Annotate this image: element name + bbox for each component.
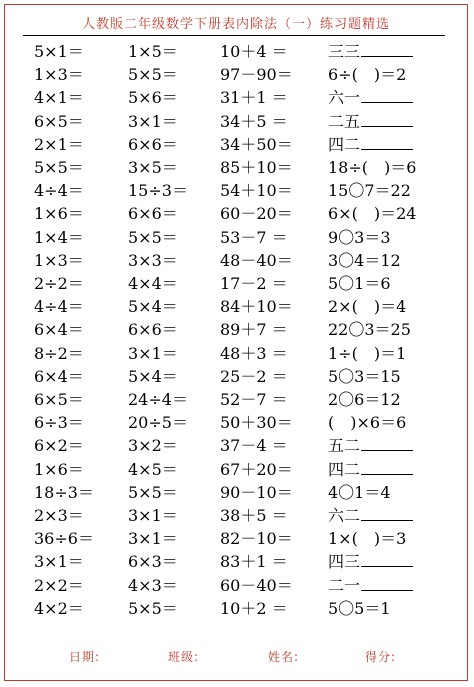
exercise-item: [34, 388, 84, 411]
exercise-text: 18÷3＝: [34, 482, 94, 502]
exercise-text: 5〇5＝1: [328, 598, 391, 618]
exercise-item: [34, 597, 84, 620]
exercise-item: [34, 156, 84, 179]
exercise-item: [34, 179, 84, 202]
exercise-text: 34＋50＝: [220, 134, 293, 154]
exercise-text: 15÷3＝: [128, 181, 188, 201]
exercise-item: [220, 226, 288, 249]
exercise-item: [220, 342, 288, 365]
exercise-text: ( )×6＝6: [328, 413, 407, 433]
answer-blank[interactable]: [361, 460, 413, 475]
exercise-text: 3×1＝: [128, 111, 178, 131]
exercise-item: [128, 504, 178, 527]
exercise-item: [128, 365, 178, 388]
exercise-text: 3×3＝: [128, 250, 178, 270]
exercise-item: [34, 226, 84, 249]
exercise-text: 54＋10＝: [220, 181, 293, 201]
exercise-item: [128, 156, 178, 179]
exercise-text: 3×2＝: [128, 436, 178, 456]
exercise-item: [128, 179, 188, 202]
exercise-item: [328, 597, 391, 620]
exercise-item: [128, 40, 178, 63]
exercise-item: [34, 110, 84, 133]
exercise-text: 四三: [328, 552, 361, 572]
class-label: 班级:: [168, 650, 200, 664]
exercise-item: [328, 249, 401, 272]
exercise-item: [34, 40, 84, 63]
exercise-text: 9〇3＝3: [328, 227, 391, 247]
exercise-text: 6×6＝: [128, 320, 178, 340]
worksheet-title: 人教版二年级数学下册表内除法（一）练习题精选: [81, 17, 390, 32]
exercise-item: [220, 527, 293, 550]
exercise-text: 4×4＝: [128, 274, 178, 293]
exercise-item: [328, 295, 406, 318]
exercise-item: [328, 179, 411, 202]
exercise-item: [128, 272, 178, 295]
exercise-text: 15〇7＝22: [328, 181, 411, 201]
exercise-item: [220, 179, 293, 202]
exercise-text: 5×5＝: [128, 598, 178, 618]
exercise-text: 4×1＝: [34, 88, 84, 108]
exercise-text: 48－40＝: [220, 250, 293, 270]
exercise-item: [220, 40, 288, 63]
exercise-text: 五二: [328, 436, 361, 456]
exercise-item: [128, 574, 178, 597]
exercise-item: [328, 202, 416, 225]
exercise-text: 8÷2＝: [34, 343, 84, 363]
exercise-item: [34, 86, 84, 109]
exercise-text: 1÷( )＝1: [328, 343, 407, 363]
exercise-item: [128, 202, 178, 225]
exercise-item: [128, 342, 178, 365]
exercise-text: 六一: [328, 88, 361, 108]
exercise-text: 6×4＝: [34, 320, 84, 340]
exercise-item: [220, 318, 288, 341]
exercise-item: [128, 458, 178, 481]
exercise-text: 5×5＝: [34, 158, 84, 177]
exercise-item: [128, 86, 178, 109]
exercise-item: [34, 434, 84, 457]
exercise-item: [220, 295, 293, 318]
exercise-item: [220, 481, 293, 504]
exercise-item: [34, 458, 84, 481]
exercise-item: [34, 318, 84, 341]
exercise-text: 5×5＝: [128, 65, 178, 85]
exercise-text: 67＋20＝: [220, 459, 293, 479]
exercise-item: [328, 527, 406, 550]
exercise-text: 24÷4＝: [128, 390, 188, 409]
exercise-text: 3×1＝: [128, 506, 178, 525]
exercise-text: 六二: [328, 506, 361, 525]
exercise-text: 6÷( )＝2: [328, 65, 407, 85]
exercise-item: [220, 133, 293, 156]
exercise-item: [328, 550, 413, 573]
name-label: 姓名:: [268, 650, 300, 664]
exercise-text: 3×1＝: [128, 529, 178, 549]
exercise-item: [34, 411, 84, 434]
exercise-item: [128, 481, 178, 504]
answer-blank[interactable]: [361, 88, 413, 103]
exercise-item: [328, 365, 401, 388]
exercise-item: [34, 365, 84, 388]
exercise-text: 6×( )＝24: [328, 204, 417, 224]
exercise-item: [220, 550, 288, 573]
exercise-text: 2÷2＝: [34, 274, 84, 293]
exercise-text: 6×6＝: [128, 204, 178, 224]
exercise-item: [220, 63, 293, 86]
exercise-text: 5×4＝: [128, 297, 178, 317]
exercise-text: 四二: [328, 459, 361, 479]
exercise-text: 2〇6＝12: [328, 390, 401, 409]
exercise-text: 5×1＝: [34, 42, 84, 61]
exercise-item: [328, 342, 406, 365]
exercise-text: 三三: [328, 42, 361, 61]
answer-blank[interactable]: [361, 436, 413, 451]
exercise-item: [128, 434, 178, 457]
exercise-text: 2×1＝: [34, 134, 84, 154]
exercise-item: [328, 481, 391, 504]
exercise-text: 5〇3＝15: [328, 366, 401, 386]
exercise-item: [128, 527, 178, 550]
exercise-item: [34, 249, 84, 272]
exercise-text: 6×5＝: [34, 390, 84, 409]
exercise-item: [34, 342, 84, 365]
exercise-text: 二五: [328, 111, 361, 131]
exercise-item: [328, 411, 406, 434]
exercise-item: [34, 272, 84, 295]
answer-blank[interactable]: [361, 135, 413, 150]
exercise-item: [328, 318, 411, 341]
exercise-item: [220, 272, 288, 295]
exercise-text: 60－20＝: [220, 204, 293, 224]
answer-blank[interactable]: [361, 552, 413, 567]
exercise-item: [328, 226, 391, 249]
exercise-text: 5〇1＝6: [328, 274, 391, 293]
exercise-item: [220, 249, 293, 272]
exercise-item: [34, 133, 84, 156]
exercise-text: 48＋3 ＝: [220, 343, 288, 363]
exercise-item: [328, 458, 413, 481]
exercise-item: [220, 504, 288, 527]
exercise-text: 2×( )＝4: [328, 297, 407, 317]
exercise-text: 36÷6＝: [34, 529, 94, 549]
exercise-text: 1×5＝: [128, 42, 178, 61]
exercise-text: 6×6＝: [128, 134, 178, 154]
exercise-text: 3×1＝: [34, 552, 84, 572]
answer-blank[interactable]: [361, 42, 413, 57]
exercise-item: [328, 63, 406, 86]
footer: [0, 648, 474, 668]
exercise-text: 84＋10＝: [220, 297, 293, 317]
exercise-text: 10＋4 ＝: [220, 42, 288, 61]
exercise-text: 25－2 ＝: [220, 366, 288, 386]
exercise-text: 1×6＝: [34, 459, 84, 479]
exercise-item: [328, 133, 413, 156]
exercise-item: [128, 226, 178, 249]
exercise-text: 53－7 ＝: [220, 227, 288, 247]
exercise-text: 1×4＝: [34, 227, 84, 247]
exercise-item: [220, 574, 293, 597]
exercise-text: 二一: [328, 575, 361, 595]
exercise-text: 6×3＝: [128, 552, 178, 572]
exercise-text: 5×6＝: [128, 88, 178, 108]
exercise-text: 37－4 ＝: [220, 436, 288, 456]
exercise-text: 2×2＝: [34, 575, 84, 595]
exercise-text: 5×4＝: [128, 366, 178, 386]
exercise-text: 1×3＝: [34, 250, 84, 270]
exercise-text: 50＋30＝: [220, 413, 293, 433]
exercise-text: 4〇1＝4: [328, 482, 391, 502]
exercise-text: 20÷5＝: [128, 413, 188, 433]
exercise-item: [220, 597, 288, 620]
exercise-text: 60－40＝: [220, 575, 293, 595]
exercise-text: 3〇4＝12: [328, 250, 401, 270]
answer-blank[interactable]: [361, 506, 413, 521]
exercise-text: 1×3＝: [34, 65, 84, 85]
exercise-text: 31＋1 ＝: [220, 88, 288, 108]
exercise-text: 18÷( )＝6: [328, 158, 417, 177]
exercise-text: 4÷4＝: [34, 297, 84, 317]
exercise-text: 1×6＝: [34, 204, 84, 224]
exercise-item: [128, 63, 178, 86]
exercise-text: 6×4＝: [34, 366, 84, 386]
exercise-item: [220, 365, 288, 388]
exercise-item: [220, 388, 288, 411]
exercise-item: [34, 202, 84, 225]
exercise-item: [220, 434, 288, 457]
exercise-item: [34, 574, 84, 597]
exercise-text: 97－90＝: [220, 65, 293, 85]
exercise-item: [128, 110, 178, 133]
exercise-item: [34, 295, 84, 318]
exercise-text: 10＋2 ＝: [220, 598, 288, 618]
exercise-text: 52－7 ＝: [220, 390, 288, 409]
exercise-item: [128, 388, 188, 411]
exercise-item: [220, 411, 293, 434]
exercise-item: [220, 86, 288, 109]
exercise-item: [128, 550, 178, 573]
exercise-item: [128, 133, 178, 156]
exercise-item: [128, 249, 178, 272]
exercise-item: [220, 110, 288, 133]
exercise-item: [220, 458, 293, 481]
exercise-item: [328, 574, 413, 597]
exercise-text: 3×1＝: [128, 343, 178, 363]
exercise-item: [34, 504, 84, 527]
exercise-item: [34, 481, 94, 504]
exercise-item: [128, 597, 178, 620]
exercise-item: [34, 550, 84, 573]
exercise-text: 4×2＝: [34, 598, 84, 618]
exercise-text: 1×( )＝3: [328, 529, 407, 549]
exercise-text: 22〇3＝25: [328, 320, 411, 340]
exercise-item: [328, 272, 391, 295]
exercise-item: [34, 527, 94, 550]
exercise-item: [34, 63, 84, 86]
exercise-item: [128, 411, 188, 434]
exercise-item: [128, 318, 178, 341]
exercise-text: 5×5＝: [128, 482, 178, 502]
exercise-item: [328, 504, 413, 527]
exercise-item: [328, 434, 413, 457]
exercise-item: [220, 156, 293, 179]
exercise-item: [128, 295, 178, 318]
answer-blank[interactable]: [361, 112, 413, 127]
exercise-text: 17－2 ＝: [220, 274, 288, 293]
score-label: 得分:: [365, 650, 397, 664]
exercise-text: 38＋5 ＝: [220, 506, 288, 525]
date-label: 日期:: [69, 650, 101, 664]
exercise-text: 83＋1 ＝: [220, 552, 288, 572]
exercise-text: 4×3＝: [128, 575, 178, 595]
exercise-item: [328, 110, 413, 133]
exercise-item: [328, 156, 416, 179]
exercise-text: 6÷3＝: [34, 413, 84, 433]
exercise-item: [220, 202, 293, 225]
exercise-item: [328, 388, 401, 411]
exercise-item: [328, 86, 413, 109]
exercise-text: 2×3＝: [34, 506, 84, 525]
exercise-text: 85＋10＝: [220, 158, 293, 177]
exercise-text: 6×2＝: [34, 436, 84, 456]
exercise-text: 90－10＝: [220, 482, 293, 502]
exercise-text: 四二: [328, 134, 361, 154]
exercise-item: [328, 40, 413, 63]
exercise-text: 4×5＝: [128, 459, 178, 479]
exercise-text: 82－10＝: [220, 529, 293, 549]
exercise-text: 4÷4＝: [34, 181, 84, 201]
exercise-text: 89＋7 ＝: [220, 320, 288, 340]
exercise-text: 3×5＝: [128, 158, 178, 177]
exercise-text: 34＋5 ＝: [220, 111, 288, 131]
exercise-text: 6×5＝: [34, 111, 84, 131]
answer-blank[interactable]: [361, 576, 413, 591]
exercise-text: 5×5＝: [128, 227, 178, 247]
